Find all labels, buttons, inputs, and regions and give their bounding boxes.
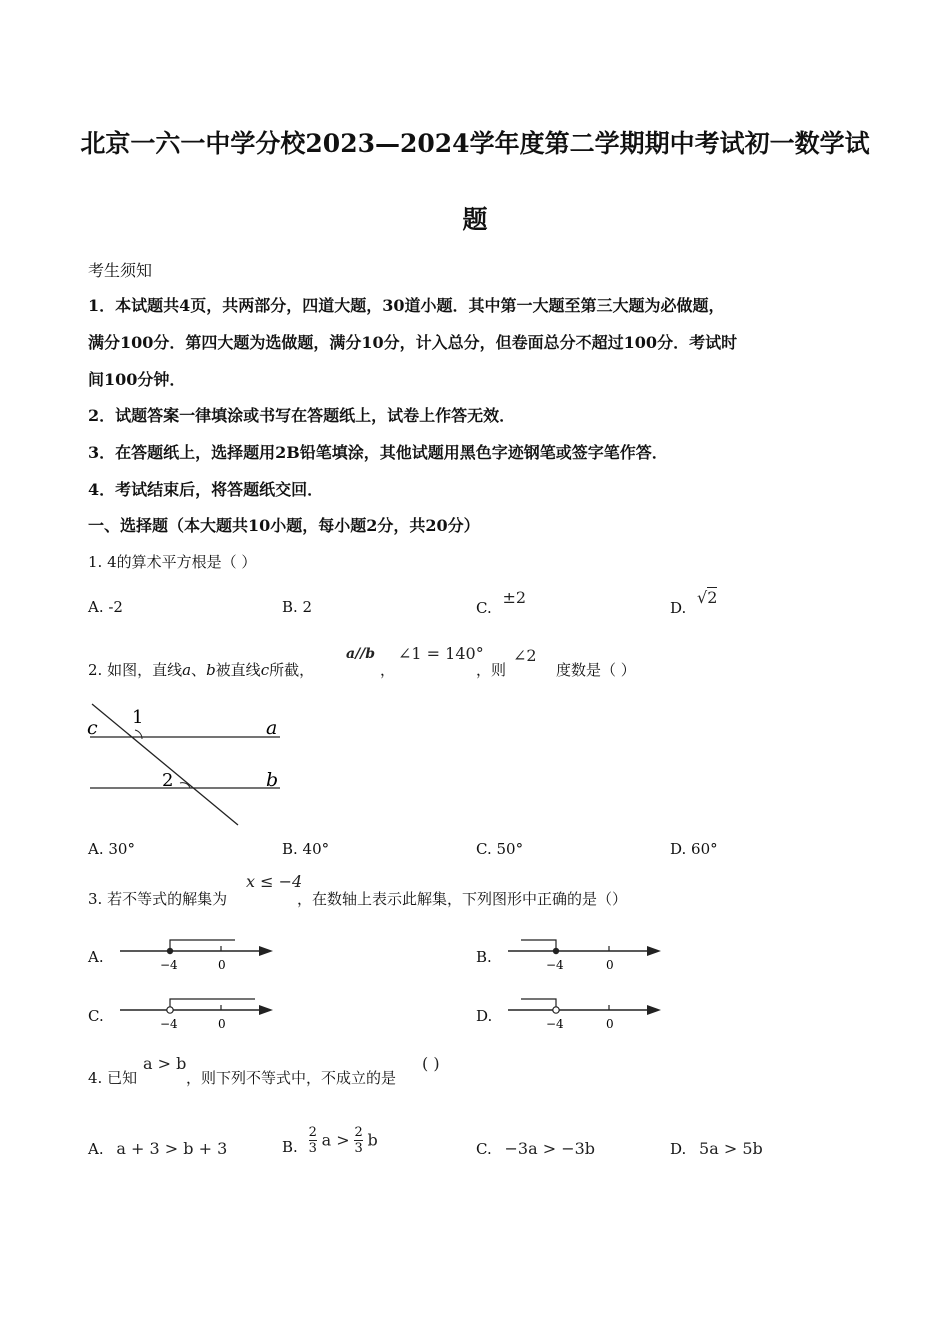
label-b: b [266,769,279,791]
question-4-stem: 4. 已知 [88,1069,138,1087]
q2-comma: ， [380,661,396,679]
q2-parallel-math: a//b [346,646,376,662]
q4-answer-paren: ( ) [422,1054,440,1073]
q2-stem-part: 所截， [269,661,315,679]
tick-neg4: −4 [160,958,178,972]
q1-option-d-radicand: 2 [707,588,718,607]
q4-option-b[interactable] [282,1124,378,1156]
q4-given-math: a > b [143,1054,187,1073]
notice-item-1-cont: 满分100分．第四大题为选做题，满分10分，计入总分，但卷面总分不超过100分．考试时 [88,333,738,352]
question-3-stem: 3. 若不等式的解集为 [88,890,228,908]
q4-option-d-math: 5a > 5b [699,1139,763,1158]
q3-option-d-numberline[interactable] [503,995,668,1035]
q4-option-b-frac [309,1125,317,1156]
q4-option-d-label: D. [670,1140,687,1158]
q4-option-a-math: a + 3 > b + 3 [116,1139,228,1158]
q2-option-d[interactable]: D. 60° [670,840,718,858]
notice-item-4: 4．考试结束后，将答题纸交回． [88,480,324,499]
q4-option-b-frac2 [354,1125,362,1156]
notice-item-1-cont2: 间100分钟． [88,370,186,389]
q1-option-d[interactable] [670,588,718,617]
q2-angle1-math: ∠1 = 140° [398,644,484,663]
q1-option-c-label: C. [476,599,492,617]
q2-angle2-math: ∠2 [513,646,537,665]
q2-var-b: b [206,661,216,679]
angle-1-arc [135,730,142,739]
q4-stem-end: ，则下列不等式中，不成立的是 [186,1069,397,1087]
q4-option-b-label: B. [282,1138,298,1156]
q3-option-c-numberline[interactable] [115,995,280,1035]
tick-neg4: −4 [546,1017,564,1031]
notice-item-3: 3．在答题纸上，选择题用2B铅笔填涂，其他试题用黑色字迹钢笔或签字笔作答． [88,443,668,462]
frac-denominator: 3 [308,1140,317,1156]
question-2-stem [88,659,314,680]
q1-option-b[interactable]: B. 2 [282,598,313,616]
label-1: 1 [132,707,144,728]
q3-option-a-label[interactable]: A. [88,948,104,966]
q2-var-a: a [182,661,192,679]
q3-option-d-label[interactable]: D. [476,1007,493,1025]
section-heading: 一、选择题（本大题共10小题，每小题2分，共20分） [88,516,480,535]
page-title: 北京一六一中学分校2023—2024学年度第二学期期中考试初一数学试 [80,129,870,158]
tick-0: 0 [218,1017,226,1031]
q4-option-c-label: C. [476,1140,492,1158]
q1-option-d-sqrt: √2 [697,588,718,607]
q3-option-a-numberline[interactable] [115,936,280,976]
q3-inequality-math: x ≤ −4 [246,872,303,891]
q2-figure [82,698,292,830]
tick-0: 0 [606,958,614,972]
q3-option-b-label[interactable]: B. [476,948,492,966]
q2-stem-end: 度数是（ ） [556,661,636,679]
q2-option-a[interactable]: A. 30° [88,840,135,858]
q3-stem-end: ，在数轴上表示此解集，下列图形中正确的是（） [297,890,628,908]
q1-option-a[interactable]: A. -2 [88,598,123,616]
label-2: 2 [162,770,174,791]
q4-option-a[interactable] [88,1139,227,1158]
q2-option-c[interactable]: C. 50° [476,840,524,858]
tick-0: 0 [218,958,226,972]
tick-neg4: −4 [546,958,564,972]
tick-0: 0 [606,1017,614,1031]
q4-option-d[interactable] [670,1139,763,1158]
q4-option-c-math: −3a > −3b [504,1139,596,1158]
q1-option-c[interactable] [476,588,527,617]
tick-neg4: −4 [160,1017,178,1031]
question-1-stem: 1. 4的算术平方根是（ ） [88,553,257,571]
q1-option-c-math: ±2 [502,588,527,607]
q2-option-b[interactable]: B. 40° [282,840,330,858]
q4-option-b-end: b [367,1130,378,1150]
frac-numerator: 2 [354,1124,363,1140]
notice-item-2: 2．试题答案一律填涂或书写在答题纸上，试卷上作答无效． [88,406,516,425]
page-title-continued: 题 [462,205,488,234]
notice-heading: 考生须知 [88,261,153,280]
q2-stem-part: 2. 如图，直线 [88,661,183,679]
label-c: c [87,717,98,739]
q4-option-c[interactable] [476,1139,595,1158]
q2-var-c: c [260,661,270,679]
q3-option-c-label[interactable]: C. [88,1007,104,1025]
q4-option-a-label: A. [88,1140,104,1158]
notice-item-1: 1．本试题共4页，共两部分，四道大题，30道小题．其中第一大题至第三大题为必做题， [88,296,725,315]
label-a: a [266,717,278,739]
frac-denominator: 3 [354,1140,363,1156]
q3-option-b-numberline[interactable] [503,936,668,976]
q1-option-d-label: D. [670,599,687,617]
q2-stem-then: ，则 [476,661,507,679]
q2-stem-part: 、 [191,661,207,679]
q2-stem-part: 被直线 [215,661,261,679]
frac-numerator: 2 [308,1124,317,1140]
q4-option-b-mid: a > [321,1130,350,1150]
line-c [92,704,238,825]
